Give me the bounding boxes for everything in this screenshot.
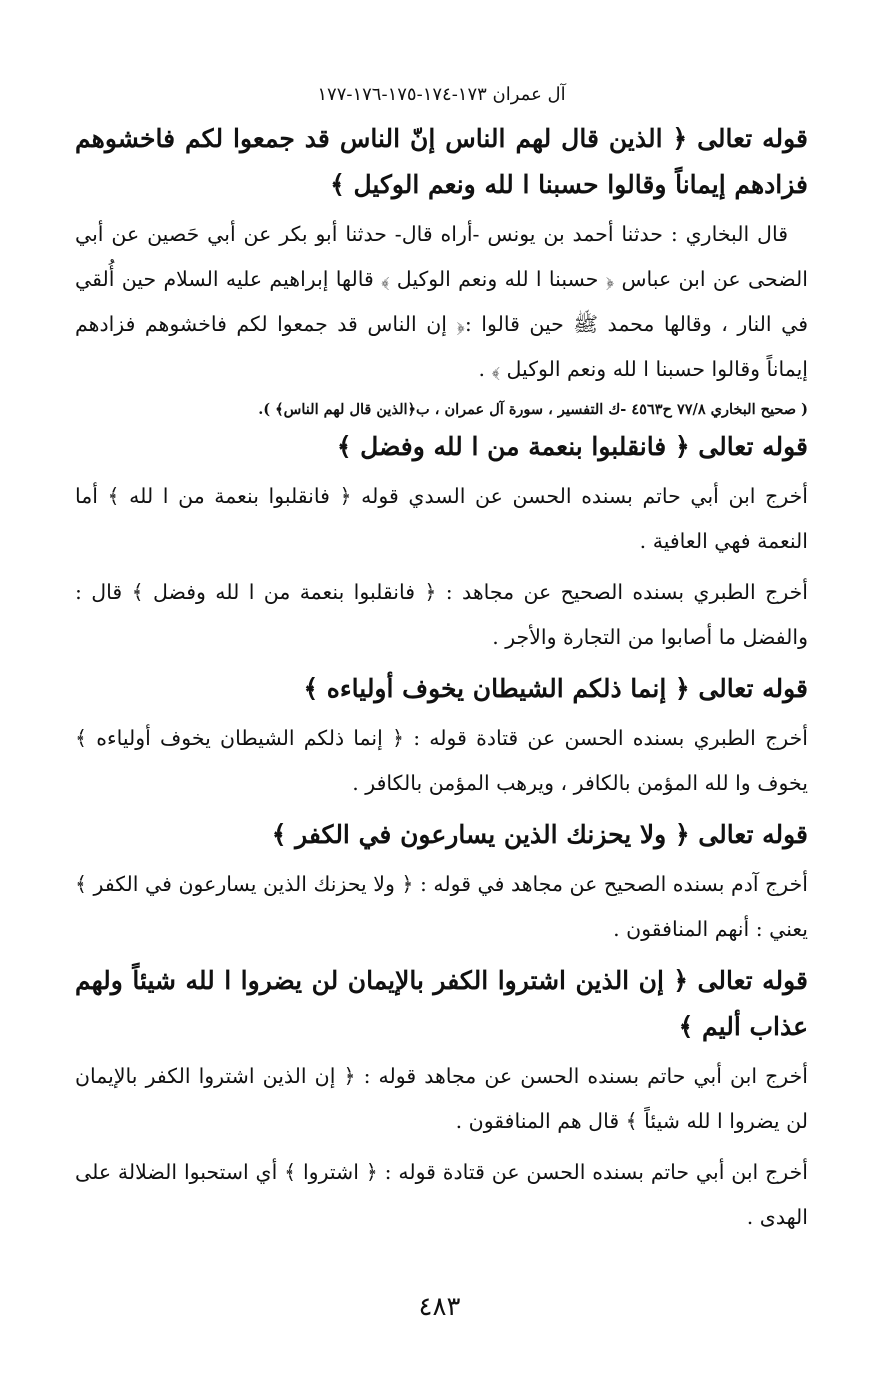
verse-heading: قوله تعالى ﴿ ولا يحزنك الذين يسارعون في الكفر ﴾ xyxy=(271,820,808,849)
paragraph: أخرج الطبري بسنده الحسن عن قتادة قوله : ﴿ إنما ذلكم الشيطان يخوف أولياءه ﴾ يخوف وا لله المؤمن بالكافر ، ويرهب المؤمن بالكافر . xyxy=(75,726,808,795)
paragraph: أخرج ابن أبي حاتم بسنده الحسن عن مجاهد قوله : ﴿ إن الذين اشتروا الكفر بالإيمان لن يضروا ا لله شيئاً ﴾ قال هم المنافقون . xyxy=(75,1064,808,1133)
verse-heading: قوله تعالى ﴿ فانقلبوا بنعمة من ا لله وفضل ﴾ xyxy=(336,432,808,461)
reference-note: ( صحيح البخاري ٧٧/٨ ح٤٥٦٣ -ك التفسير ، سورة آل عمران ، ب﴿الذين قال لهم الناس﴾ ). xyxy=(258,401,808,418)
paragraph: قال البخاري : حدثنا أحمد بن يونس -أراه قال- حدثنا أبو بكر عن أبي حَصين عن أبي الضحى عن ابن عباس ﴿ حسبنا ا لله ونعم الوكيل ﴾ قالها إبراهيم عليه السلام حين أُلقي في النار ، وقالها محمد ﷺ حين قالوا :﴿ إن الناس قد جمعوا لكم فاخشوهم فزادهم إيماناً وقالوا حسبنا ا لله ونعم الوكيل ﴾ . xyxy=(75,222,808,381)
running-header: آل عمران ١٧٣-١٧٤-١٧٥-١٧٦-١٧٧ xyxy=(317,84,566,105)
page-body xyxy=(75,82,808,1322)
paragraph: أخرج آدم بسنده الصحيح عن مجاهد في قوله : ﴿ ولا يحزنك الذين يسارعون في الكفر ﴾ يعني : أنهم المنافقون . xyxy=(75,872,808,941)
paragraph: أخرج ابن أبي حاتم بسنده الحسن عن السدي قوله ﴿ فانقلبوا بنعمة من ا لله ﴾ أما النعمة فهي العافية . xyxy=(75,484,808,553)
paragraph: أخرج الطبري بسنده الصحيح عن مجاهد : ﴿ فانقلبوا بنعمة من ا لله وفضل ﴾ قال : والفضل ما أصابوا من التجارة والأجر . xyxy=(75,580,808,649)
page-number: ٤٨٣ xyxy=(418,1292,461,1322)
verse-heading: قوله تعالى ﴿ إن الذين اشتروا الكفر بالإيمان لن يضروا ا لله شيئاً ولهم عذاب أليم ﴾ xyxy=(75,966,808,1041)
paragraph: أخرج ابن أبي حاتم بسنده الحسن عن قتادة قوله : ﴿ اشتروا ﴾ أي استحبوا الضلالة على الهدى . xyxy=(75,1160,808,1229)
verse-heading: قوله تعالى ﴿ إنما ذلكم الشيطان يخوف أولياءه ﴾ xyxy=(303,674,808,703)
verse-heading: قوله تعالى ﴿ الذين قال لهم الناس إنّ الناس قد جمعوا لكم فاخشوهم فزادهم إيماناً وقالوا حسبنا ا لله ونعم الوكيل ﴾ xyxy=(75,124,808,199)
